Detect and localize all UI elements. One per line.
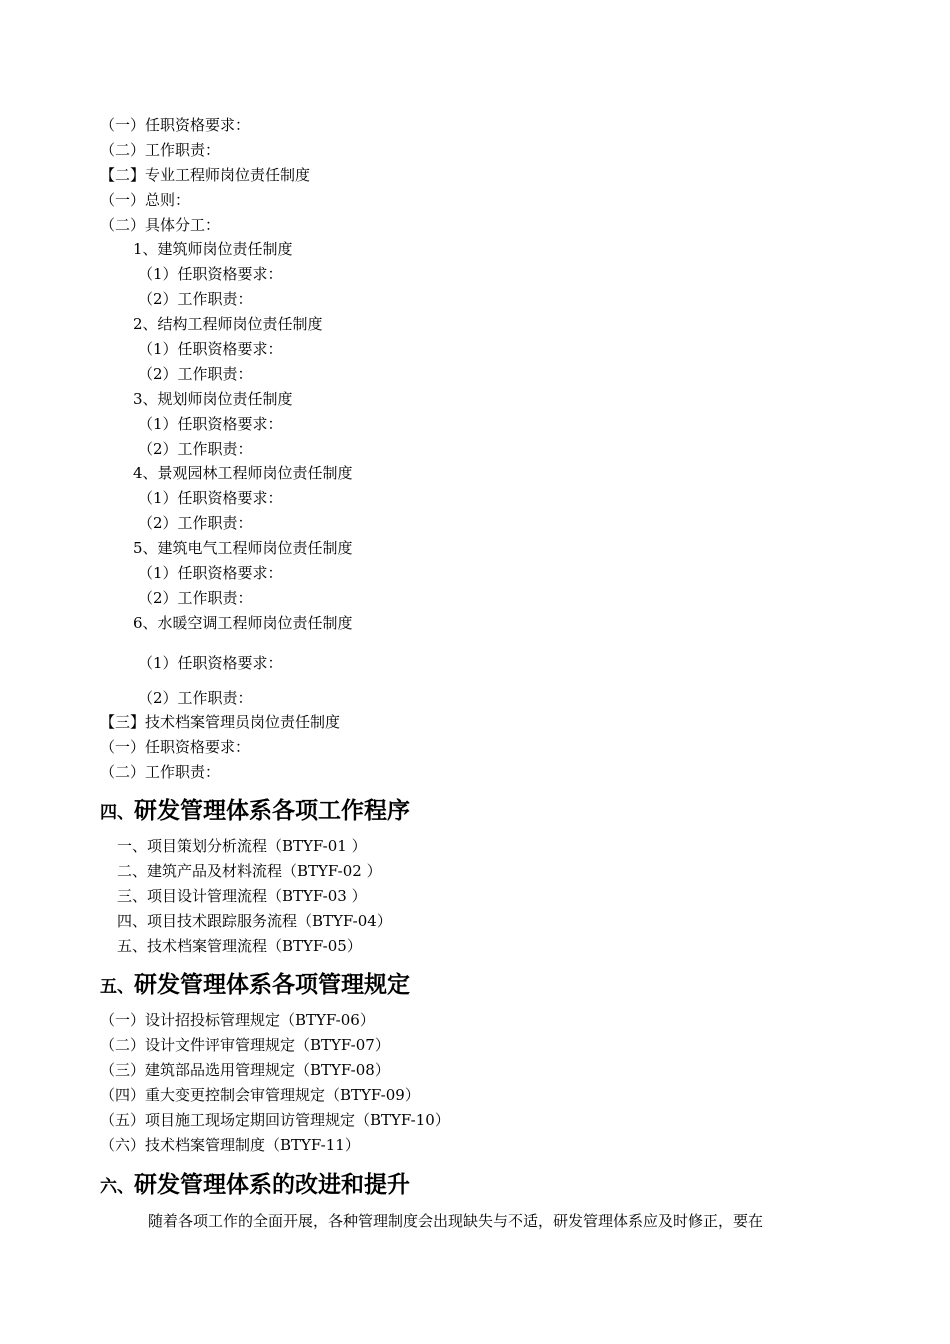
outline-line: （1）任职资格要求： (138, 564, 283, 582)
outline-line: （1）任职资格要求： (138, 340, 283, 358)
procedure-item: 五、技术档案管理流程（BTYF-05） (117, 937, 362, 955)
outline-line: （1）任职资格要求： (138, 654, 283, 672)
outline-line: （2）工作职责： (138, 514, 253, 532)
regulation-item: （四）重大变更控制会审管理规定（BTYF-09） (100, 1086, 420, 1104)
outline-line: （2）工作职责： (138, 589, 253, 607)
section-title: 研发管理体系各项工作程序 (134, 797, 410, 824)
body-paragraph: 随着各项工作的全面开展，各种管理制度会出现缺失与不适，研发管理体系应及时修正，要在 (148, 1212, 764, 1230)
section-number: 六、 (100, 1177, 134, 1197)
outline-subheading: 1、建筑师岗位责任制度 (133, 240, 293, 258)
regulation-item: （一）设计招投标管理规定（BTYF-06） (100, 1011, 375, 1029)
section-number: 四、 (100, 803, 134, 823)
regulation-item: （六）技术档案管理制度（BTYF-11） (100, 1136, 360, 1154)
procedure-item: 四、项目技术跟踪服务流程（BTYF-04） (117, 912, 392, 930)
procedure-item: 二、建筑产品及材料流程（BTYF-02 ） (117, 862, 382, 880)
section-5-heading (100, 969, 410, 1003)
section-4-heading (100, 795, 410, 829)
outline-line: （一）总则： (100, 191, 191, 209)
outline-heading: 【二】专业工程师岗位责任制度 (100, 166, 311, 184)
section-title: 研发管理体系各项管理规定 (134, 971, 410, 998)
regulation-item: （二）设计文件评审管理规定（BTYF-07） (100, 1036, 390, 1054)
regulation-item: （五）项目施工现场定期回访管理规定（BTYF-10） (100, 1111, 450, 1129)
outline-line: （二）具体分工： (100, 216, 221, 234)
outline-line: （1）任职资格要求： (138, 415, 283, 433)
outline-line: （一）任职资格要求： (100, 116, 251, 134)
procedure-item: 三、项目设计管理流程（BTYF-03 ） (117, 887, 367, 905)
outline-subheading: 4、景观园林工程师岗位责任制度 (133, 464, 353, 482)
outline-heading: 【三】技术档案管理员岗位责任制度 (100, 713, 341, 731)
section-6-heading (100, 1169, 410, 1203)
outline-line: （2）工作职责： (138, 290, 253, 308)
outline-line: （2）工作职责： (138, 440, 253, 458)
outline-subheading: 2、结构工程师岗位责任制度 (133, 315, 323, 333)
section-title: 研发管理体系的改进和提升 (134, 1171, 410, 1198)
outline-subheading: 6、水暖空调工程师岗位责任制度 (133, 614, 353, 632)
outline-line: （一）任职资格要求： (100, 738, 251, 756)
outline-line: （2）工作职责： (138, 689, 253, 707)
outline-line: （二）工作职责： (100, 141, 221, 159)
section-number: 五、 (100, 977, 134, 997)
outline-line: （1）任职资格要求： (138, 489, 283, 507)
outline-subheading: 5、建筑电气工程师岗位责任制度 (133, 539, 353, 557)
procedure-item: 一、项目策划分析流程（BTYF-01 ） (117, 837, 367, 855)
regulation-item: （三）建筑部品选用管理规定（BTYF-08） (100, 1061, 390, 1079)
outline-line: （二）工作职责： (100, 763, 221, 781)
outline-subheading: 3、规划师岗位责任制度 (133, 390, 293, 408)
outline-line: （1）任职资格要求： (138, 265, 283, 283)
outline-line: （2）工作职责： (138, 365, 253, 383)
